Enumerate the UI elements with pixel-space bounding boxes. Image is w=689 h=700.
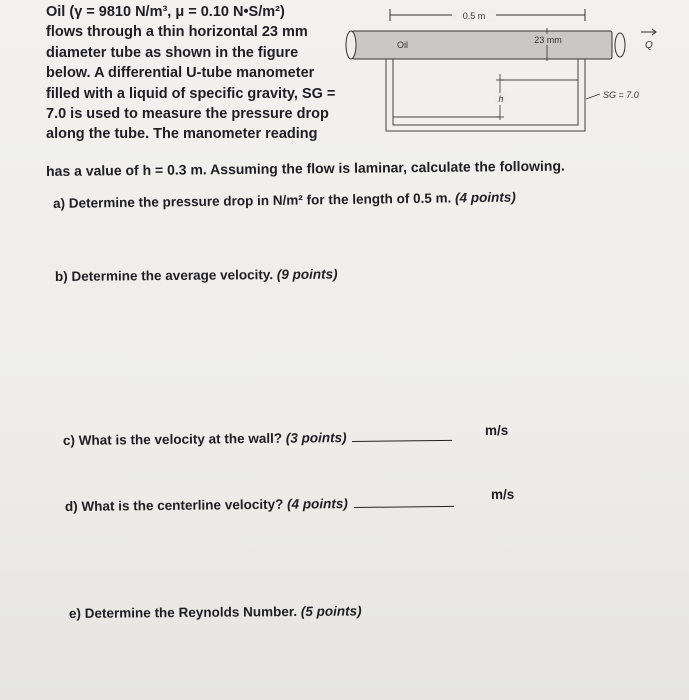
intro-line: along the tube. The manometer reading (46, 126, 318, 143)
pipe-right-end (615, 33, 625, 57)
oil-label: Oil (397, 40, 408, 50)
h-label: h (498, 94, 504, 104)
question-b-text: b) Determine the average velocity. (54, 267, 274, 284)
manometer-outer (386, 59, 585, 131)
intro-line: below. A differential U-tube manometer (46, 65, 315, 82)
question-c (63, 428, 452, 448)
answer-blank-c[interactable] (352, 428, 452, 442)
intro-line: 7.0 is used to measure the pressure drop (46, 106, 329, 123)
pipe-manometer-figure (0, 0, 689, 170)
question-a-text: a) Determine the pressure drop in N/m² for the length of 0.5 m. (52, 190, 452, 211)
length-label: 0.5 m (462, 11, 486, 21)
question-c-text: c) What is the velocity at the wall? (62, 430, 283, 448)
flow-label: Q (645, 40, 653, 51)
question-e (69, 603, 362, 621)
sg-leader-line (586, 94, 600, 99)
question-d-points: (4 points) (286, 496, 348, 512)
question-c-unit: m/s (485, 423, 509, 438)
question-c-points: (3 points) (285, 430, 347, 446)
diameter-label: 23 mm (534, 35, 562, 45)
intro-last-line: has a value of h = 0.3 m. Assuming the flow is laminar, calculate the following. (46, 157, 565, 179)
pipe (352, 31, 612, 59)
pipe-left-end (346, 31, 356, 59)
question-d-text: d) What is the centerline velocity? (64, 496, 284, 514)
intro-line: Oil (γ = 9810 N/m³, μ = 0.10 N•S/m²) (46, 4, 285, 20)
intro-line: diameter tube as shown in the figure (46, 44, 299, 61)
question-d (65, 494, 454, 514)
sg-label: SG = 7.0 (603, 90, 639, 100)
question-e-text: e) Determine the Reynolds Number. (68, 604, 298, 621)
question-d-unit: m/s (491, 487, 515, 502)
question-b (55, 267, 338, 284)
intro-line: filled with a liquid of specific gravity, SG = (46, 85, 336, 102)
answer-blank-d[interactable] (353, 494, 453, 508)
question-a (53, 190, 516, 211)
question-a-points: (4 points) (454, 189, 516, 206)
question-e-points: (5 points) (300, 603, 362, 619)
manometer-inner (393, 59, 578, 125)
intro-line: flows through a thin horizontal 23 mm (46, 24, 308, 41)
question-b-points: (9 points) (276, 266, 338, 283)
